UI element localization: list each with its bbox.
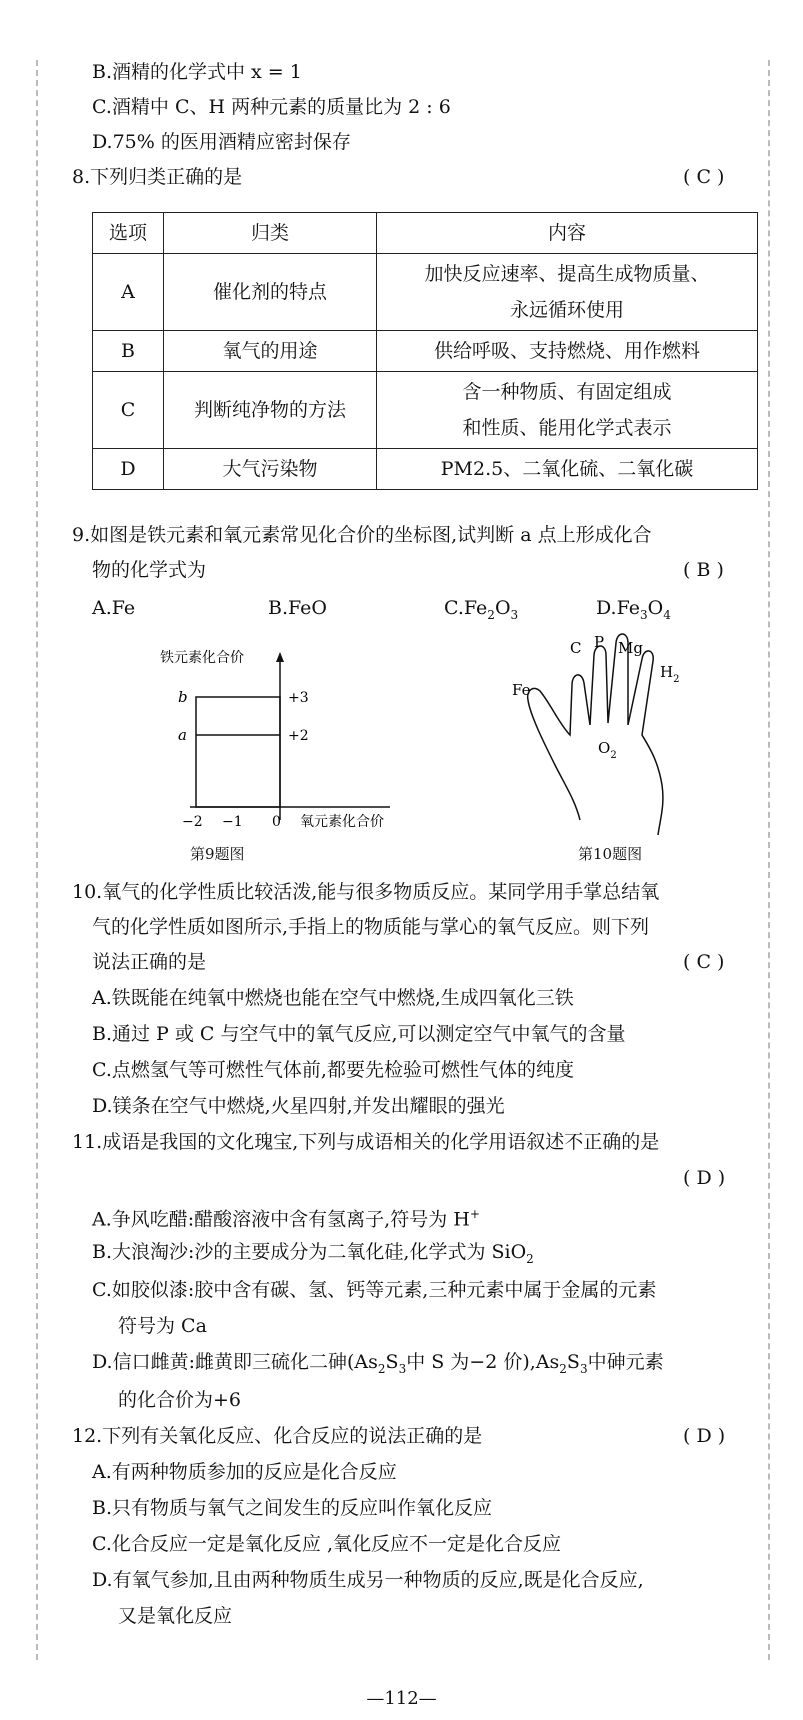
table-cell-content: PM2.5、二氧化硫、二氧化碳 xyxy=(377,449,758,490)
q9-coordinate-figure xyxy=(140,640,440,840)
left-margin-dashline xyxy=(36,60,38,1660)
q11-option-c-line1: C.如胶似漆:胶中含有碳、氢、钙等元素,三种元素中属于金属的元素 xyxy=(92,1279,657,1301)
q11-option-a: A.争风吃醋:醋酸溶液中含有氢离子,符号为 H+ xyxy=(92,1207,480,1231)
q10-option-a: A.铁既能在纯氧中燃烧也能在空气中燃烧,生成四氧化三铁 xyxy=(92,987,574,1009)
table-row xyxy=(93,449,758,490)
q9-stem-line1: 9.如图是铁元素和氧元素常见化合价的坐标图,试判断 a 点上形成化合 xyxy=(72,524,652,546)
tick-plus3: +3 xyxy=(288,690,309,706)
table-row xyxy=(93,372,758,449)
q8-table xyxy=(92,212,758,490)
q9-option-d: $D.Fe_3O_4$ xyxy=(596,597,671,622)
finger-Mg-label: Mg xyxy=(618,639,643,657)
table-cell-cat: 催化剂的特点 xyxy=(164,254,377,331)
q10-option-b: B.通过 P 或 C 与空气中的氧气反应,可以测定空气中氧气的含量 xyxy=(92,1023,626,1045)
q11-option-d-line1: D.信口雌黄:雌黄即三硫化二砷($As_2S_3$中 S 为−2 价)$,As_2S_3$中砷元素 xyxy=(92,1351,664,1376)
q7-option-c: C.酒精中 C、H 两种元素的质量比为 2 : 6 xyxy=(92,96,451,118)
y-axis-arrow xyxy=(276,652,284,662)
point-a-label: a xyxy=(178,726,187,744)
palm-O2-label: $O_2$ xyxy=(598,739,617,761)
q11-option-d-line2: 的化合价为+6 xyxy=(118,1389,242,1411)
finger-Fe-label: Fe xyxy=(512,681,531,699)
tick-zero: 0 xyxy=(272,814,281,830)
tick-minus1: −1 xyxy=(222,814,243,830)
content-line: 含一种物质、有固定组成 xyxy=(462,381,672,403)
q11-option-c-line2: 符号为 Ca xyxy=(118,1315,207,1337)
point-b-label: b xyxy=(178,688,188,706)
q11-option-b: B.大浪淘沙:沙的主要成分为二氧化硅,化学式为 SiO$_2$ xyxy=(92,1241,534,1266)
table-row xyxy=(93,254,758,331)
table-cell-opt: B xyxy=(93,331,164,372)
table-header: 归类 xyxy=(164,213,377,254)
q7-option-d: D.75% 的医用酒精应密封保存 xyxy=(92,131,351,153)
q9-figure-caption: 第9题图 xyxy=(190,845,245,863)
finger-C-label: C xyxy=(570,639,582,657)
q12-option-d-line2: 又是氧化反应 xyxy=(118,1605,233,1627)
q12-option-a: A.有两种物质参加的反应是化合反应 xyxy=(92,1461,397,1483)
q12-option-d-line1: D.有氧气参加,且由两种物质生成另一种物质的反应,既是化合反应, xyxy=(92,1569,644,1591)
table-header-row xyxy=(93,213,758,254)
q12-option-c: C.化合反应一定是氧化反应 ,氧化反应不一定是化合反应 xyxy=(92,1533,561,1555)
q11-answer: ( D ) xyxy=(683,1167,726,1189)
q10-stem-line1: 10.氧气的化学性质比较活泼,能与很多物质反应。某同学用手掌总结氧 xyxy=(72,881,660,903)
q12-stem: 12.下列有关氧化反应、化合反应的说法正确的是 xyxy=(72,1425,483,1447)
y-axis-label: 铁元素化合价 xyxy=(160,650,244,666)
q7-option-b: B.酒精的化学式中 x = 1 xyxy=(92,61,302,83)
table-header: 内容 xyxy=(377,213,758,254)
table-cell-opt: D xyxy=(93,449,164,490)
q9-option-a: A.Fe xyxy=(92,597,136,619)
b-rectangle xyxy=(196,697,280,807)
q11-stem: 11.成语是我国的文化瑰宝,下列与成语相关的化学用语叙述不正确的是 xyxy=(72,1131,660,1153)
x-axis-label: 氧元素化合价 xyxy=(300,814,384,830)
q9-stem-line2: 物的化学式为 xyxy=(92,559,207,581)
table-header: 选项 xyxy=(93,213,164,254)
content-line: 和性质、能用化学式表示 xyxy=(462,417,672,439)
q10-hand-figure xyxy=(512,625,720,840)
finger-P-label: P xyxy=(594,633,605,651)
q8-stem: 8.下列归类正确的是 xyxy=(72,166,243,188)
table-cell-cat: 氧气的用途 xyxy=(164,331,377,372)
q9-option-c: $C.Fe_2O_3$ xyxy=(444,597,519,622)
table-cell-content xyxy=(377,254,758,331)
table-cell-content xyxy=(377,372,758,449)
finger-H2-label: $H_2$ xyxy=(660,663,680,685)
q12-answer: ( D ) xyxy=(683,1425,726,1447)
q10-figure-caption: 第10题图 xyxy=(578,845,643,863)
q9-option-b: B.FeO xyxy=(268,597,327,619)
q10-option-d: D.镁条在空气中燃烧,火星四射,并发出耀眼的强光 xyxy=(92,1095,505,1117)
tick-plus2: +2 xyxy=(288,728,309,744)
page-number: —112— xyxy=(366,1688,437,1709)
table-row xyxy=(93,331,758,372)
tick-minus2: −2 xyxy=(182,814,203,830)
content-line: 加快反应速率、提高生成物质量、 xyxy=(424,263,710,285)
q12-option-b: B.只有物质与氧气之间发生的反应叫作氧化反应 xyxy=(92,1497,493,1519)
q10-stem-line2: 气的化学性质如图所示,手指上的物质能与掌心的氧气反应。则下列 xyxy=(92,916,650,938)
table-cell-opt: C xyxy=(93,372,164,449)
table-cell-cat: 大气污染物 xyxy=(164,449,377,490)
q10-option-c: C.点燃氢气等可燃性气体前,都要先检验可燃性气体的纯度 xyxy=(92,1059,574,1081)
content-line: 永远循环使用 xyxy=(509,299,624,321)
q9-answer: ( B ) xyxy=(683,559,724,581)
table-cell-cat: 判断纯净物的方法 xyxy=(164,372,377,449)
table-cell-opt: A xyxy=(93,254,164,331)
right-margin-dashline xyxy=(768,60,770,1660)
q10-answer: ( C ) xyxy=(683,951,725,973)
q10-stem-line3: 说法正确的是 xyxy=(92,951,207,973)
q8-answer: ( C ) xyxy=(683,166,725,188)
table-cell-content: 供给呼吸、支持燃烧、用作燃料 xyxy=(377,331,758,372)
hand-outline xyxy=(528,634,663,835)
